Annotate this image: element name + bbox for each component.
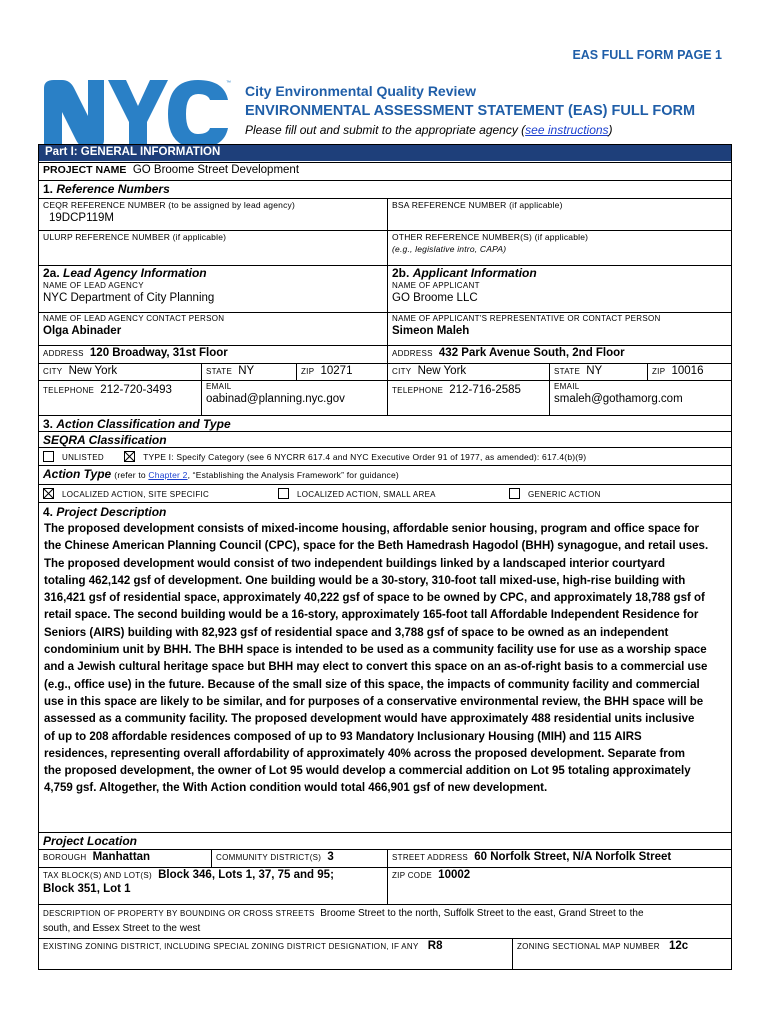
lead-contact-name: Olga Abinader: [43, 325, 122, 337]
project-name-row: [39, 162, 731, 181]
seqra-row: UNLISTED TYPE I: Specify Category (see 6 NYCRR 617.4 and NYC Executive Order 91 of 1977, as amended): 617.4(b)(9): [39, 447, 731, 466]
description-line: totaling 462,142 gsf of development. One building would be a 30-story, 310-foot tall mixed-use, high-rise building with: [44, 574, 686, 587]
applicant-contact-name: Simeon Maleh: [392, 325, 470, 337]
description-line: The proposed development consists of mixed-income housing, affordable senior housing, program and office space for: [44, 523, 699, 535]
description-line: (e.g., office use) in the future. Because of the small size of this space, the impacts of community facility and commercial: [44, 678, 700, 691]
action-type-row: Action Type (refer to Chapter 2, “Establishing the Analysis Framework” for guidance): [39, 465, 731, 485]
street-address-value: 60 Norfolk Street, N/A Norfolk Street: [474, 851, 672, 863]
applicant-name: GO Broome LLC: [392, 292, 478, 304]
project-description-text: [39, 521, 731, 798]
project-name-value: GO Broome Street Development: [132, 164, 300, 176]
action-type-options: LOCALIZED ACTION, SITE SPECIFIC LOCALIZED ACTION, SMALL AREA GENERIC ACTION: [39, 484, 731, 503]
site-specific-checkbox[interactable]: [43, 488, 54, 499]
reference-row-1: [39, 198, 731, 231]
applicant-state: NY: [586, 365, 603, 377]
telephone-row: TELEPHONE 212-720-3493 EMAIL oabinad@planning.nyc.gov TELEPHONE 212-716-2585 EMAIL smaleh@gothamorg.com: [39, 380, 731, 416]
description-line: the Chinese American Planning Council (CPC), space for the Beth Hamedrash Hagodol (BHH) synagogue, and retail uses.: [44, 540, 709, 553]
reference-row-2: [39, 230, 731, 266]
generic-action-checkbox[interactable]: [509, 488, 520, 499]
tax-lots-line2: Block 351, Lot 1: [43, 883, 131, 895]
description-line: The proposed development would consist of two independent buildings linked by a landscaped interior courtyard: [44, 557, 666, 570]
applicant-telephone: 212-716-2585: [449, 384, 521, 396]
bounding-streets-line1: Broome Street to the north, Suffolk Street to the east, Grand Street to the: [320, 908, 644, 919]
lead-address: 120 Broadway, 31st Floor: [89, 347, 228, 359]
description-line: condominium unit by BHH. The BHH space is intended to be used as a community facility use for use as a worship space: [44, 644, 707, 657]
other-ref-hint: (e.g., legislative intro, CAPA): [392, 244, 507, 254]
description-line: Seniors (AIRS) building with 82,923 gsf of residential space and 3,788 gsf of space to be owned as an independent: [44, 626, 669, 639]
chapter-2-link[interactable]: Chapter 2: [148, 470, 188, 480]
agency-name-row: NAME OF LEAD AGENCY NYC Department of City Planning NAME OF APPLICANT GO Broome LLC: [39, 280, 731, 312]
lead-zip: 10271: [320, 365, 353, 377]
borough-value: Manhattan: [92, 851, 151, 863]
applicant-zip: 10016: [671, 365, 704, 377]
description-line: the proposed development, the owner of Lot 95 would develop a commercial addition on Lot 95 totaling approximately: [44, 765, 691, 778]
city-row: CITY New York STATE NY ZIP 10271 CITY New York STATE NY ZIP 10016: [39, 363, 731, 381]
ceqr-label: CEQR REFERENCE NUMBER (to be assigned by lead agency): [43, 200, 295, 210]
header-instructions: Please fill out and submit to the appropriate agency (see instructions): [245, 123, 613, 137]
description-line: and a Jewish cultural heritage space but BHH may elect to convert this space on an as-of-right basis to a commercial use: [44, 661, 708, 674]
zoning-district-value: R8: [427, 940, 443, 952]
bounding-streets-line2: south, and Essex Street to the west: [43, 923, 201, 934]
applicant-city: New York: [417, 365, 467, 377]
lead-email: oabinad@planning.nyc.gov: [206, 393, 345, 405]
ulurp-label: ULURP REFERENCE NUMBER (if applicable): [43, 232, 227, 242]
nyc-logo: [42, 78, 230, 150]
zoning-map-number: 12c: [668, 940, 689, 952]
description-line: assessed as a community facility. The proposed development would have approximately 488 residential units inclusive: [44, 713, 695, 726]
eas-form: [38, 144, 732, 970]
lead-city: New York: [68, 365, 118, 377]
project-location-heading: Project Location: [39, 832, 731, 850]
svg-text:™: ™: [226, 80, 231, 86]
project-description-section: 4. Project Description The proposed development consists of mixed-income housing, affordable senior housing, program and office space for the Chinese American Planning Council (CPC), space for the Beth Hamedrash Hagodol (BHH) synagogue, and retail uses. The proposed development would consist of two independent buildings linked by a landscaped interior courtyard totaling 462,142 gsf of development. One building would be a 30-story, 310-foot tall mixed-use, high-rise building with 316,421 gsf of residential space, approximately 40,222 gsf of space to be owned by CPC, and approximately 18,788 gsf of retail space. The second building would be a 16-story, approximately 165-foot tall Affordable Independent Residence for Seniors (AIRS) building with 82,923 gsf of residential space and 3,788 gsf of space to be owned as an independent condominium unit by BHH. The BHH space is intended to be used as a community facility use for use as a worship space and a Jewish cultural heritage space but BHH may elect to convert this space on an as-of-right basis to a commercial use (e.g., office use) in the future. Because of the small size of this space, the impacts of community facility and commercial use in this space are likely to be similar, and for purposes of a conservative environmental review, the BHH space will be assessed as a community facility. The proposed development would have approximately 488 residential units inclusive of up to 208 affordable residences composed of up to 93 Mandatory Inclusionary Housing (MIH) and 115 AIRS residences, representing overall affordability of approximately 40% across the proposed development. Separate from the proposed development, the owner of Lot 95 would develop a commercial addition on Lot 95 totaling approximately 4,759 gsf. Altogether, the With Action condition would total 466,901 gsf of new development.: [39, 502, 731, 833]
reference-numbers-heading: 1. Reference Numbers: [39, 180, 731, 199]
bounding-streets-row: DESCRIPTION OF PROPERTY BY BOUNDING OR CROSS STREETS Broome Street to the north, Suffolk Street to the east, Grand Street to the south, and Essex Street to the west: [39, 904, 731, 939]
zoning-row: EXISTING ZONING DISTRICT, INCLUDING SPECIAL ZONING DISTRICT DESIGNATION, IF ANY R8 ZONING SECTIONAL MAP NUMBER 12c: [39, 938, 731, 970]
small-area-checkbox[interactable]: [278, 488, 289, 499]
lead-agency-name: NYC Department of City Planning: [43, 292, 215, 304]
seqra-heading: SEQRA Classification: [39, 431, 731, 448]
unlisted-checkbox[interactable]: [43, 451, 54, 462]
header-title: City Environmental Quality Review: [245, 83, 477, 99]
header-form-name: ENVIRONMENTAL ASSESSMENT STATEMENT (EAS) FULL FORM: [245, 103, 696, 119]
description-line: 316,421 gsf of residential space, approximately 40,222 gsf of space to be owned by CPC, and approximately 18,788 gsf of: [44, 592, 705, 605]
description-line: retail space. The second building would be a 16-story, approximately 165-foot tall Affordable Independent Residence for: [44, 609, 699, 622]
ceqr-value: 19DCP119M: [49, 212, 114, 224]
district-value: 3: [327, 851, 334, 863]
part1-bar: Part I: GENERAL INFORMATION: [39, 145, 731, 162]
form-header: [245, 82, 745, 139]
bsa-label: BSA REFERENCE NUMBER (if applicable): [392, 200, 563, 210]
see-instructions-link[interactable]: see instructions: [525, 123, 609, 137]
action-classification-heading: 3. Action Classification and Type: [39, 415, 731, 432]
lead-telephone: 212-720-3493: [100, 384, 172, 396]
type1-checkbox[interactable]: [124, 451, 135, 462]
applicant-address: 432 Park Avenue South, 2nd Floor: [438, 347, 625, 359]
page-label: EAS FULL FORM PAGE 1: [572, 48, 722, 62]
contact-row: NAME OF LEAD AGENCY CONTACT PERSON Olga Abinader NAME OF APPLICANT'S REPRESENTATIVE OR CONTACT PERSON Simeon Maleh: [39, 312, 731, 346]
lead-state: NY: [238, 365, 255, 377]
applicant-email: smaleh@gothamorg.com: [554, 393, 683, 405]
description-line: 4,759 gsf. Altogether, the With Action condition would total 466,901 gsf of new development.: [44, 782, 548, 795]
address-row: ADDRESS 120 Broadway, 31st Floor ADDRESS 432 Park Avenue South, 2nd Floor: [39, 345, 731, 364]
description-line: use in this space are likely to be similar, and for purposes of a conservative environmental review, the BHH space will be: [44, 695, 704, 708]
borough-row: BOROUGH Manhattan COMMUNITY DISTRICT(S) 3 STREET ADDRESS 60 Norfolk Street, N/A Norfolk Street: [39, 849, 731, 868]
tax-block-row: TAX BLOCK(S) AND LOT(S) Block 346, Lots 1, 37, 75 and 95; Block 351, Lot 1 ZIP CODE 10002: [39, 867, 731, 905]
agency-applicant-headings: 2a. Lead Agency Information 2b. Applicant Information: [39, 265, 731, 281]
description-line: of up to 208 affordable residences composed of up to 93 Mandatory Inclusionary Housing (MIH) and 115 AIRS: [44, 730, 642, 743]
project-name-label: PROJECT NAME: [43, 164, 127, 176]
zipcode-value: 10002: [438, 869, 471, 881]
tax-lots-line1: Block 346, Lots 1, 37, 75 and 95;: [158, 869, 334, 881]
other-ref-label: OTHER REFERENCE NUMBER(S) (if applicable): [392, 232, 589, 242]
description-line: residences, representing overall affordability of approximately 40% across the proposed development. Separate from: [44, 747, 686, 760]
